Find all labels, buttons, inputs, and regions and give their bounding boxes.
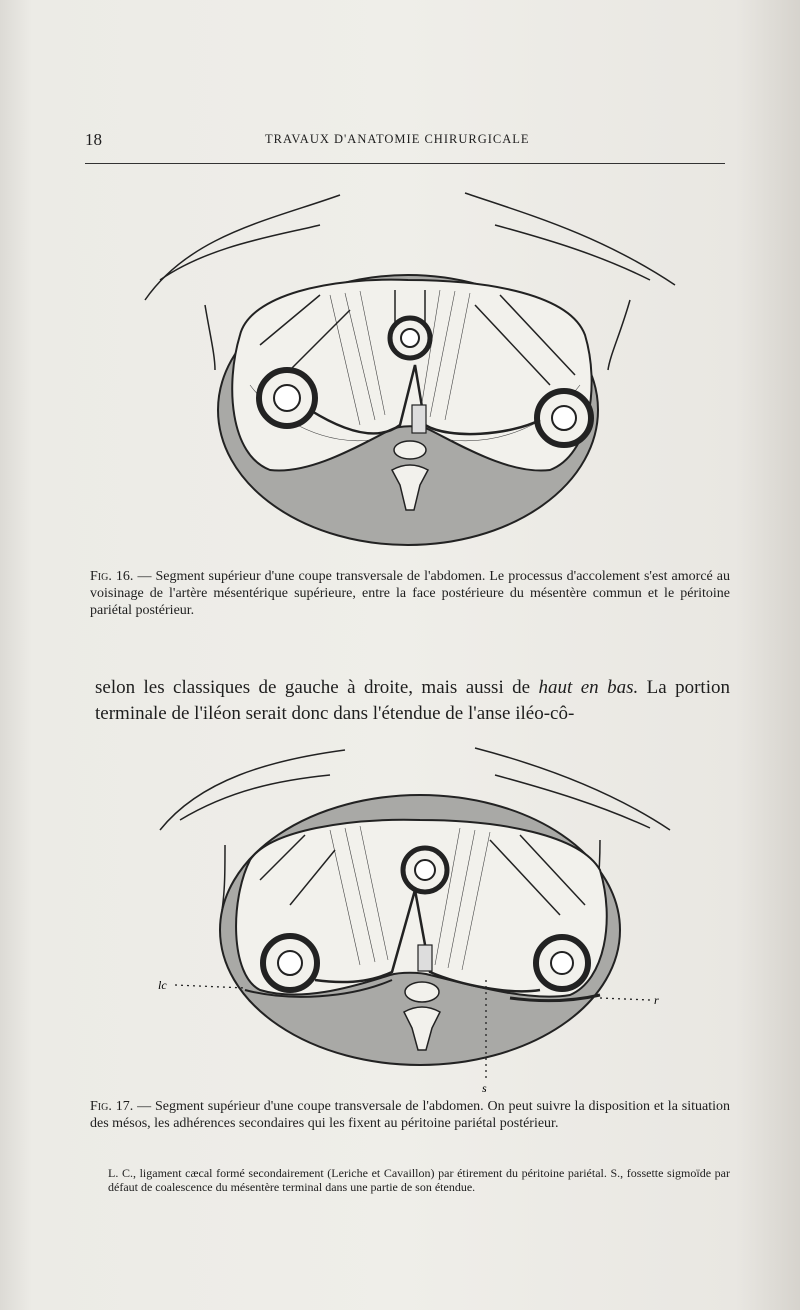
- header-rule: [85, 163, 725, 164]
- figure-16-label: Fig. 16.: [90, 569, 134, 584]
- running-title: TRAVAUX D'ANATOMIE CHIRURGICALE: [265, 132, 530, 146]
- body-text-part2: La portion terminale de l'iléon serait donc dans l'étendue de l'anse iléo-cô-: [95, 677, 730, 724]
- body-paragraph: [95, 675, 730, 727]
- figure-16-caption: [90, 568, 730, 619]
- figure-17-drawing: [130, 740, 690, 1100]
- label-s: s: [482, 1081, 487, 1095]
- figure-17-legend: L. C., ligament cæcal formé secondairement (Leriche et Cavaillon) par étirement du péritoine pariétal. S., fossette sigmoïde par défaut de coalescence du mésentère terminal dans une partie de son étendue.: [108, 1166, 730, 1194]
- figure-16-drawing: [130, 185, 690, 560]
- label-r: r: [654, 993, 659, 1007]
- figure-17-label: Fig. 17.: [90, 1099, 134, 1114]
- figure-16-caption-text: — Segment supérieur d'une coupe transversale de l'abdomen. Le processus d'accolement s'est amorcé au voisinage de l'artère mésentérique supérieure, entre la face postérieure du mésentère commun et le péritoine pariétal postérieur.: [90, 569, 731, 618]
- figure-17-illustration: [130, 740, 690, 1100]
- label-lc: lc: [158, 978, 167, 992]
- body-text-emphasis: haut en bas.: [538, 677, 639, 698]
- figure-17-caption-text: — Segment supérieur d'une coupe transversale de l'abdomen. On peut suivre la disposition et la situation des mésos, les adhérences secondaires qui les fixent au péritoine pariétal postérieur.: [90, 1099, 730, 1131]
- running-head: [85, 128, 725, 152]
- figure-16-illustration: [130, 185, 690, 560]
- figure-17-caption: [90, 1098, 730, 1132]
- page-number: 18: [85, 130, 102, 149]
- body-text-part1: selon les classiques de gauche à droite, mais aussi de: [95, 677, 539, 698]
